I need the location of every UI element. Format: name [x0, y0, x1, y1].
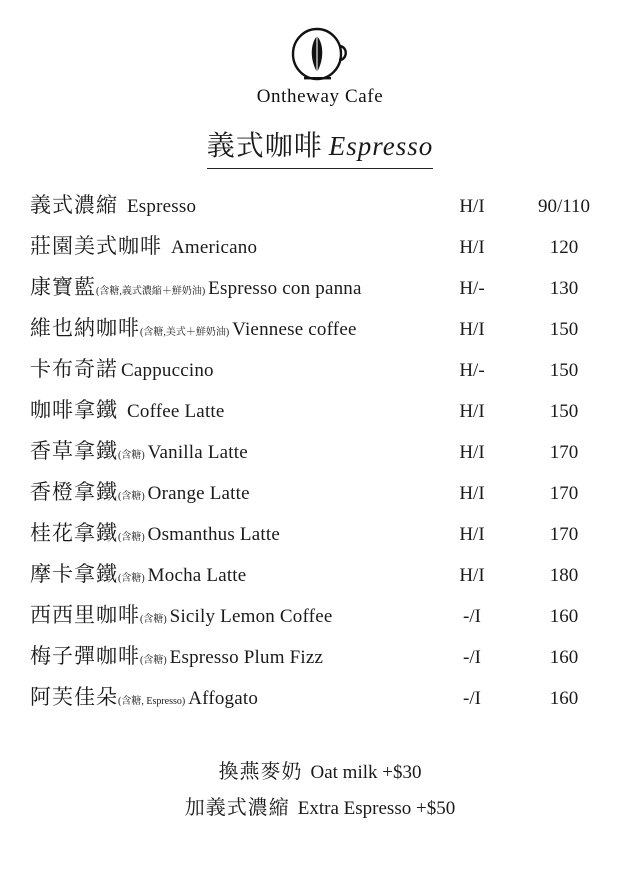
item-price: 150 — [549, 401, 579, 422]
addon-label-en: Extra Espresso +$50 — [297, 798, 456, 819]
item-price: 150 — [549, 319, 579, 340]
list-item — [30, 400, 610, 441]
item-name-note: (含糖,義式濃縮＋鮮奶油) — [96, 286, 206, 297]
item-name-en: Viennese coffee — [232, 319, 357, 340]
item-name-en: Sicily Lemon Coffee — [169, 606, 333, 627]
list-item — [30, 687, 610, 728]
list-item — [30, 564, 610, 605]
item-name-zh: 香橙拿鐵 — [30, 480, 118, 504]
item-name-en: Orange Latte — [147, 483, 250, 504]
item-temp: H/I — [459, 401, 485, 422]
list-item — [30, 277, 610, 318]
item-name — [30, 482, 426, 503]
item-name — [30, 687, 426, 708]
addon-item — [179, 790, 461, 826]
item-price: 150 — [549, 360, 579, 381]
item-name-zh: 香草拿鐵 — [30, 439, 118, 463]
list-item — [30, 482, 610, 523]
list-item — [30, 195, 610, 236]
menu-item-list — [30, 195, 610, 728]
list-item — [30, 646, 610, 687]
item-temp: H/- — [459, 278, 485, 299]
item-name-note: (含糖) — [118, 573, 145, 584]
item-name-en: Affogato — [188, 688, 259, 709]
item-temp: H/I — [459, 565, 485, 586]
addon-label-zh: 加義式濃縮 — [184, 797, 290, 819]
item-name-zh: 義式濃縮 — [30, 193, 118, 217]
item-name-en: Cappuccino — [121, 360, 214, 381]
item-temp: H/- — [459, 360, 485, 381]
item-name-note: (含糖) — [118, 491, 145, 502]
item-name — [30, 195, 426, 216]
item-name-zh: 摩卡拿鐵 — [30, 562, 118, 586]
item-name — [30, 359, 426, 380]
item-price: 170 — [549, 483, 579, 504]
item-price: 160 — [549, 688, 579, 709]
menu-title-latin: Espresso — [328, 131, 434, 161]
item-price: 170 — [549, 524, 579, 545]
item-price: 130 — [549, 278, 579, 299]
item-name-note: (含糖) — [118, 450, 145, 461]
item-name-zh: 西西里咖啡 — [30, 603, 140, 627]
item-name-en: Espresso Plum Fizz — [169, 647, 324, 668]
item-name — [30, 646, 426, 667]
item-temp: H/I — [459, 524, 485, 545]
item-name — [30, 318, 426, 339]
menu-title-zh: 義式咖啡 — [206, 131, 323, 162]
item-price: 160 — [549, 647, 579, 668]
item-name-zh: 咖啡拿鐵 — [30, 398, 118, 422]
item-name — [30, 277, 426, 298]
item-name-zh: 維也納咖啡 — [30, 316, 140, 340]
addon-item — [213, 754, 428, 790]
item-name — [30, 523, 426, 544]
item-name-en: Mocha Latte — [147, 565, 247, 586]
list-item — [30, 359, 610, 400]
item-temp: H/I — [459, 483, 485, 504]
item-name-en: Espresso con panna — [208, 278, 362, 299]
brand-logo-block — [30, 26, 610, 108]
item-name-en: Osmanthus Latte — [147, 524, 280, 545]
item-temp: -/I — [463, 606, 481, 627]
list-item — [30, 318, 610, 359]
list-item — [30, 605, 610, 646]
addon-label-en: Oat milk +$30 — [310, 762, 422, 783]
item-temp: -/I — [463, 647, 481, 668]
addon-list — [30, 754, 610, 826]
item-temp: H/I — [459, 319, 485, 340]
item-name — [30, 605, 426, 626]
list-item — [30, 523, 610, 564]
item-temp: -/I — [463, 688, 481, 709]
item-name-zh: 阿芙佳朵 — [30, 685, 118, 709]
item-temp: H/I — [459, 196, 485, 217]
item-price: 90/110 — [537, 196, 591, 217]
item-name-en: Coffee Latte — [127, 401, 225, 422]
item-name-zh: 莊園美式咖啡 — [30, 234, 162, 258]
item-name-en: Espresso — [127, 196, 197, 217]
item-name — [30, 564, 426, 585]
list-item — [30, 236, 610, 277]
item-name-note: (含糖) — [140, 655, 167, 666]
coffee-cup-logo-icon — [284, 26, 356, 84]
item-name-en: Americano — [171, 237, 258, 258]
item-price: 170 — [549, 442, 579, 463]
item-temp: H/I — [459, 442, 485, 463]
item-name — [30, 400, 426, 421]
item-name-zh: 桂花拿鐵 — [30, 521, 118, 545]
item-temp: H/I — [459, 237, 485, 258]
menu-title-wrap — [30, 124, 610, 169]
item-price: 180 — [549, 565, 579, 586]
item-name — [30, 441, 426, 462]
item-name-note: (含糖, Espresso) — [118, 696, 186, 707]
menu-title — [207, 124, 434, 169]
list-item — [30, 441, 610, 482]
brand-name: Ontheway Cafe — [256, 86, 384, 107]
addon-label-zh: 換燕麥奶 — [218, 761, 303, 783]
item-name-zh: 卡布奇諾 — [30, 357, 118, 381]
item-name-zh: 梅子彈咖啡 — [30, 644, 140, 668]
item-name-en: Vanilla Latte — [147, 442, 248, 463]
item-price: 160 — [549, 606, 579, 627]
item-name-note: (含糖) — [118, 532, 145, 543]
item-name — [30, 236, 426, 257]
item-price: 120 — [549, 237, 579, 258]
item-name-note: (含糖,美式＋鮮奶油) — [140, 327, 230, 338]
item-name-note: (含糖) — [140, 614, 167, 625]
item-name-zh: 康寶藍 — [30, 275, 96, 299]
